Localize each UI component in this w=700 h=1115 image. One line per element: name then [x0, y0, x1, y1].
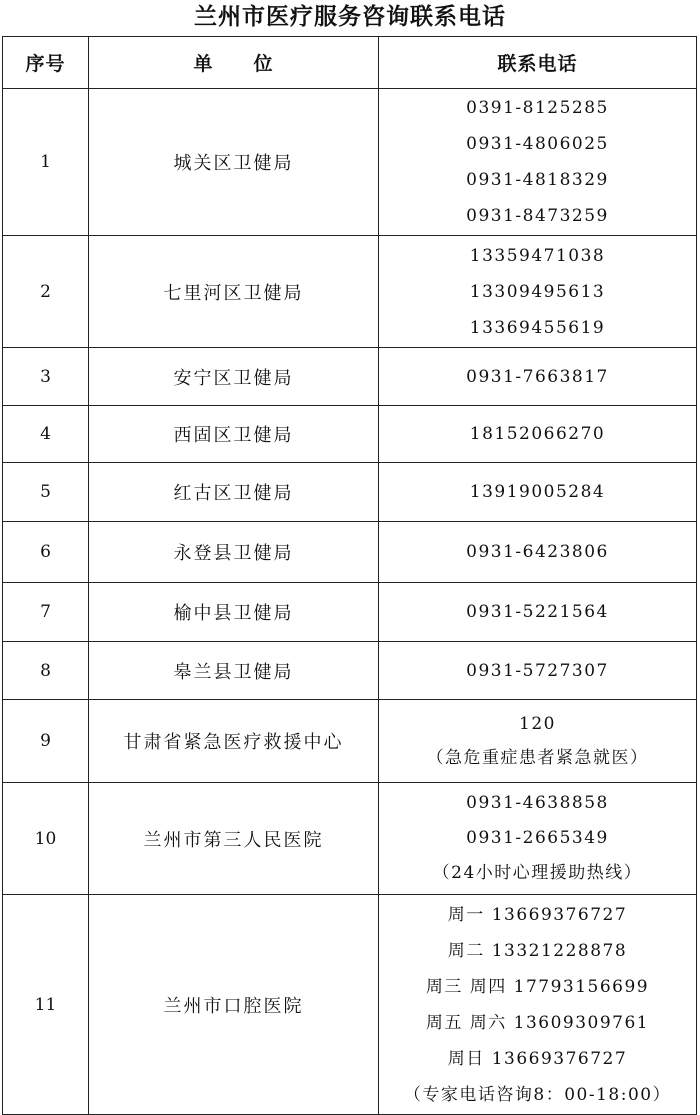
phone-cell — [379, 89, 697, 236]
unit-name: 城关区卫健局 — [89, 89, 379, 236]
phone-cell — [379, 522, 697, 583]
row-number: 10 — [3, 783, 89, 895]
phone-number: 周三 周四 17793156699 — [425, 976, 650, 997]
phone-number: 0931-4638858 — [466, 793, 609, 813]
table-row — [3, 89, 697, 236]
phone-cell — [379, 236, 697, 348]
row-number: 1 — [3, 89, 89, 236]
unit-name: 兰州市口腔医院 — [89, 895, 379, 1115]
phone-number: 120 — [519, 714, 556, 734]
phone-cell — [379, 463, 697, 522]
phone-number: 13919005284 — [469, 482, 606, 502]
phone-number: 周日 13669376727 — [447, 1048, 628, 1069]
table-row — [3, 348, 697, 406]
phone-note: （24小时心理援助热线） — [432, 863, 643, 883]
table-row — [3, 783, 697, 895]
row-number: 8 — [3, 642, 89, 700]
table-row — [3, 642, 697, 700]
row-number: 11 — [3, 895, 89, 1115]
unit-name: 甘肃省紧急医疗救援中心 — [89, 700, 379, 783]
phone-number: 0931-6423806 — [466, 542, 609, 562]
row-number: 3 — [3, 348, 89, 406]
row-number: 4 — [3, 406, 89, 463]
table-row — [3, 406, 697, 463]
phone-cell — [379, 642, 697, 700]
phone-number: 18152066270 — [469, 424, 606, 444]
header-unit: 单 位 — [89, 37, 379, 89]
phone-number: 13359471038 — [469, 245, 606, 266]
table-row — [3, 463, 697, 522]
page-title: 兰州市医疗服务咨询联系电话 — [194, 3, 506, 30]
header-phone: 联系电话 — [379, 37, 697, 89]
row-number: 2 — [3, 236, 89, 348]
phone-cell — [379, 348, 697, 406]
phone-number: 0931-7663817 — [466, 366, 609, 387]
phone-number: 0931-8473259 — [466, 206, 609, 226]
phone-number: 13369455619 — [469, 317, 606, 338]
phone-note: （专家电话咨询8：00-18:00） — [403, 1084, 672, 1105]
phone-number: 0931-4818329 — [466, 170, 609, 190]
table-row — [3, 236, 697, 348]
phone-number: 0931-5221564 — [466, 602, 609, 622]
phone-number: 0931-2665349 — [466, 828, 609, 848]
table-row — [3, 895, 697, 1115]
phone-number: 周五 周六 13609309761 — [425, 1012, 650, 1033]
phone-note: （急危重症患者紧急就医） — [426, 748, 649, 768]
unit-name: 榆中县卫健局 — [89, 583, 379, 642]
unit-name: 七里河区卫健局 — [89, 236, 379, 348]
phone-number: 0931-5727307 — [466, 660, 609, 681]
phone-cell — [379, 700, 697, 783]
table-row — [3, 522, 697, 583]
unit-name: 西固区卫健局 — [89, 406, 379, 463]
header-no: 序号 — [3, 37, 89, 89]
phone-number: 0391-8125285 — [466, 98, 609, 118]
phone-cell — [379, 783, 697, 895]
row-number: 7 — [3, 583, 89, 642]
contact-table — [2, 36, 697, 1115]
unit-name: 皋兰县卫健局 — [89, 642, 379, 700]
row-number: 6 — [3, 522, 89, 583]
table-header-row — [3, 37, 697, 89]
phone-number: 周一 13669376727 — [447, 904, 628, 925]
unit-name: 红古区卫健局 — [89, 463, 379, 522]
unit-name: 永登县卫健局 — [89, 522, 379, 583]
unit-name: 安宁区卫健局 — [89, 348, 379, 406]
phone-number: 13309495613 — [469, 281, 606, 302]
phone-number: 周二 13321228878 — [447, 940, 628, 961]
phone-cell — [379, 583, 697, 642]
table-row — [3, 583, 697, 642]
phone-cell — [379, 406, 697, 463]
phone-cell — [379, 895, 697, 1115]
unit-name: 兰州市第三人民医院 — [89, 783, 379, 895]
row-number: 9 — [3, 700, 89, 783]
table-row — [3, 700, 697, 783]
row-number: 5 — [3, 463, 89, 522]
phone-number: 0931-4806025 — [466, 134, 609, 154]
